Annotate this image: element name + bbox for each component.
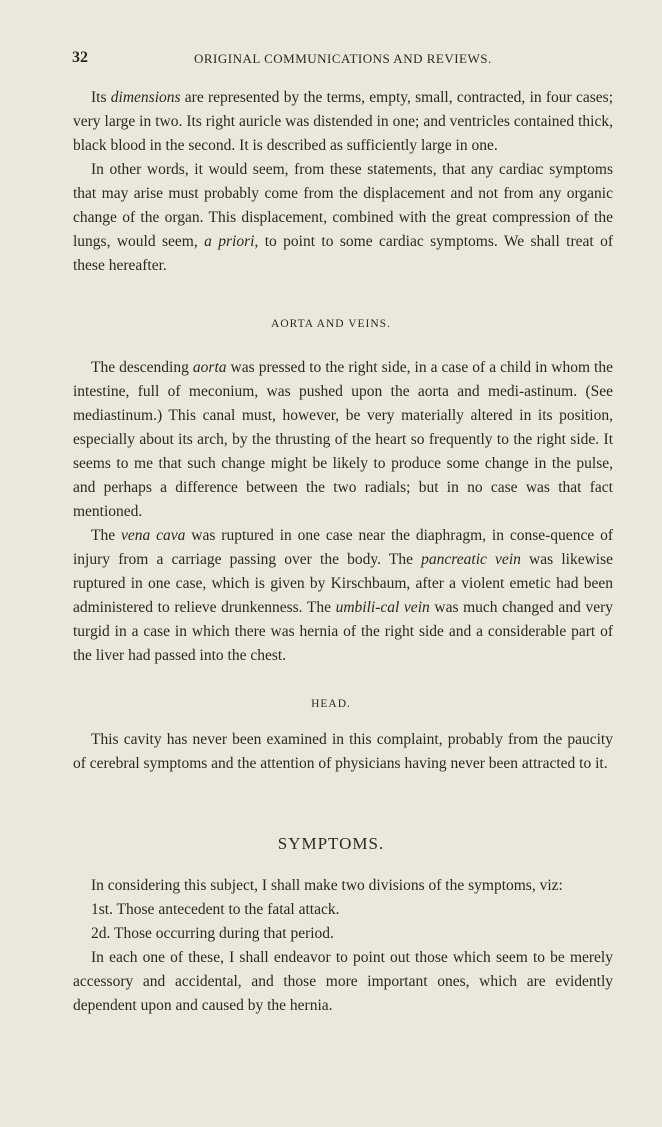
paragraph: In each one of these, I shall endeavor to point out those which seem to be merely accessory and accidental, and those more important ones, which are evidently dependent upon and caused by the hernia. xyxy=(73,949,613,1014)
section-heart-dimensions xyxy=(73,86,613,278)
page-header xyxy=(72,49,612,69)
paragraph: 1st. Those antecedent to the fatal attack. xyxy=(91,901,340,918)
section-symptoms xyxy=(73,874,613,1018)
paragraph: In other words, it would seem, from these statements, that any cardiac symptoms that may arise must probably come from the displacement and not from any organic change of the organ. This displacement, combined with the great compression of the lungs, would seem, a priori, to point to some cardiac symptoms. We shall treat of these hereafter. xyxy=(73,161,614,274)
paragraph: The vena cava was ruptured in one case near the diaphragm, in conse-quence of injury from a carriage passing over the body. The pancreatic vein was likewise ruptured in one case, which is given by Kirschbaum, after a violent emetic had been administered to relieve drunkenness. The umbili-cal vein was much changed and very turgid in a case in which there was hernia of the right side and a considerable part of the liver had passed into the chest. xyxy=(73,527,614,664)
section-heading-head: HEAD. xyxy=(311,698,351,710)
paragraph: This cavity has never been examined in this complaint, probably from the paucity of cerebral symptoms and the attention of physicians having never been attracted to it. xyxy=(73,731,613,772)
section-heading-aorta: AORTA AND VEINS. xyxy=(271,318,391,330)
paragraph: 2d. Those occurring during that period. xyxy=(91,925,334,942)
section-heading-symptoms: SYMPTOMS. xyxy=(277,834,385,853)
running-title: ORIGINAL COMMUNICATIONS AND REVIEWS. xyxy=(194,51,492,66)
section-aorta-veins xyxy=(73,356,613,668)
paragraph: The descending aorta was pressed to the right side, in a case of a child in whom the intestine, full of meconium, was pushed upon the aorta and medi-astinum. (See mediastinum.) This canal must, however, be very materially altered in its position, especially about its arch, by the thrusting of the heart so frequently to the right side. It seems to me that such change might be likely to produce some change in the pulse, and perhaps a difference between the two radials; but in no case was that fact mentioned. xyxy=(73,359,613,520)
paragraph: In considering this subject, I shall make two divisions of the symptoms, viz: xyxy=(91,877,563,894)
page-number: 32 xyxy=(72,49,88,66)
paragraph: Its dimensions are represented by the terms, empty, small, contracted, in four cases; very large in two. Its right auricle was distended in one; and ventricles contained thick, black blood in the second. It is described as sufficiently large in one. xyxy=(73,89,613,154)
section-head xyxy=(73,728,613,776)
